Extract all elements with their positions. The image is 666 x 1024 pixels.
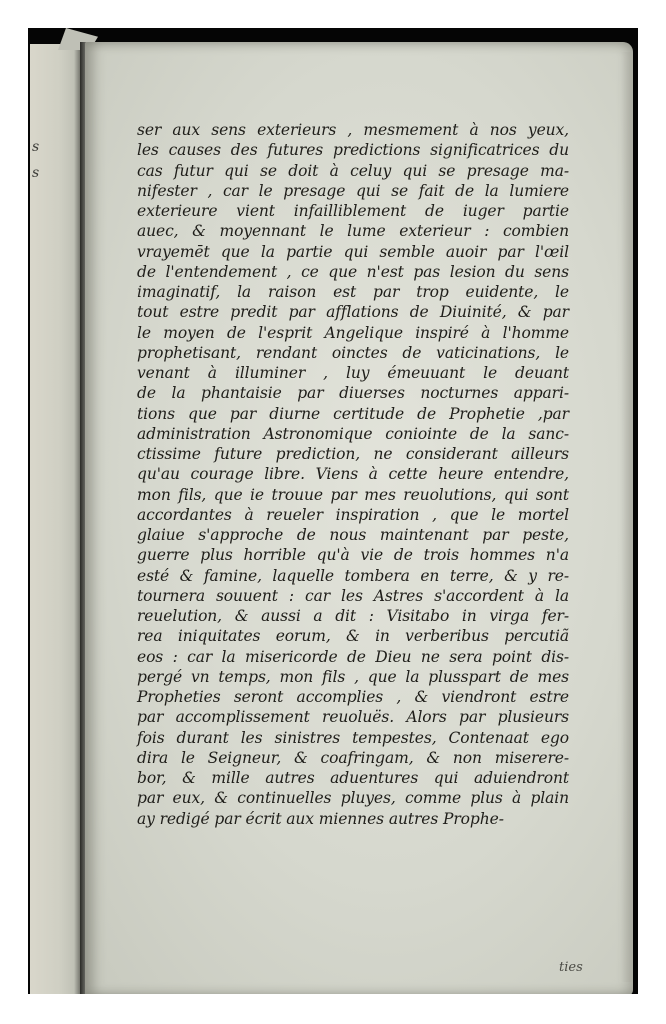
text-line: le moyen de l'esprit Angelique inspiré à l'homme [137, 323, 569, 342]
text-line: auec, & moyennant le lume exterieur : combien [137, 222, 569, 241]
text-line: les causes des futures predictions significatrices du [137, 141, 569, 160]
text-line: de l'entendement , ce que n'est pas lesion du sens [137, 262, 569, 281]
text-line: ser aux sens exterieurs , mesmement à nos yeux, [137, 121, 569, 139]
catchword: ties [559, 960, 583, 975]
text-line: par eux, & continuelles pluyes, comme plus à plain [137, 789, 569, 808]
facing-page-left [30, 44, 81, 994]
facing-page-margin-marks [32, 134, 39, 186]
text-line: glaiue s'approche de nous maintenant par peste, [137, 526, 569, 544]
facing-page-mark: s [32, 139, 40, 155]
text-line: ctissime future prediction, ne considerant ailleurs [137, 445, 569, 463]
text-line: vrayemēt que la partie qui semble auoir par l'œil [137, 242, 569, 261]
facing-page-mark: s [32, 165, 40, 181]
text-line: de la phantaisie par diuerses nocturnes appari- [137, 384, 569, 403]
text-line: esté & famine, laquelle tombera en terre, & y re- [137, 566, 569, 585]
text-line: qu'au courage libre. Viens à cette heure entendre, [137, 465, 569, 484]
text-line: pergé vn temps, mon fils , que la plusspart de mes [137, 667, 569, 686]
text-line: Propheties seront accomplies , & viendront estre [137, 688, 569, 706]
book-page [85, 42, 633, 994]
text-line: administration Astronomique coniointe de la sanc- [137, 424, 569, 443]
text-line: dira le Seigneur, & coafringam, & non miserere- [137, 748, 569, 767]
text-line: imaginatif, la raison est par trop euidente, le [137, 283, 569, 301]
text-line: fois durant les sinistres tempestes, Contenaat ego [137, 728, 569, 747]
text-line: tournera souuent : car les Astres s'accordent à la [137, 586, 569, 605]
text-line: rea iniquitates eorum, & in verberibus percutiã [137, 627, 569, 646]
text-line: prophetisant, rendant oinctes de vaticinations, le [137, 343, 569, 362]
page-text-block [137, 120, 569, 829]
text-line: accordantes à reueler inspiration , que le mortel [137, 505, 569, 524]
text-line: cas futur qui se doit à celuy qui se presage ma- [137, 161, 569, 180]
text-line: nifester , car le presage qui se fait de la lumiere [137, 181, 569, 200]
page-right-edge [621, 52, 633, 982]
text-line: venant à illuminer , luy émeuuant le deuant [137, 364, 569, 382]
text-line: reuelution, & aussi a dit : Visitabo in virga fer- [137, 607, 569, 625]
text-line: tions que par diurne certitude de Prophetie ,par [137, 404, 569, 423]
text-line: exterieure vient infailliblement de iuger partie [137, 202, 569, 220]
text-line: ay redigé par écrit aux miennes autres Prophe- [137, 809, 504, 828]
text-line: mon fils, que ie trouue par mes reuolutions, qui sont [137, 485, 569, 504]
text-line: eos : car la misericorde de Dieu ne sera point dis- [137, 647, 569, 666]
text-line: guerre plus horrible qu'à vie de trois hommes n'a [137, 546, 569, 565]
text-line: par accomplissement reuoluës. Alors par plusieurs [137, 708, 569, 727]
text-line: bor, & mille autres aduentures qui aduiendront [137, 769, 569, 787]
scan-frame [28, 28, 638, 994]
text-line: tout estre predit par afflations de Diuinité, & par [137, 303, 569, 322]
